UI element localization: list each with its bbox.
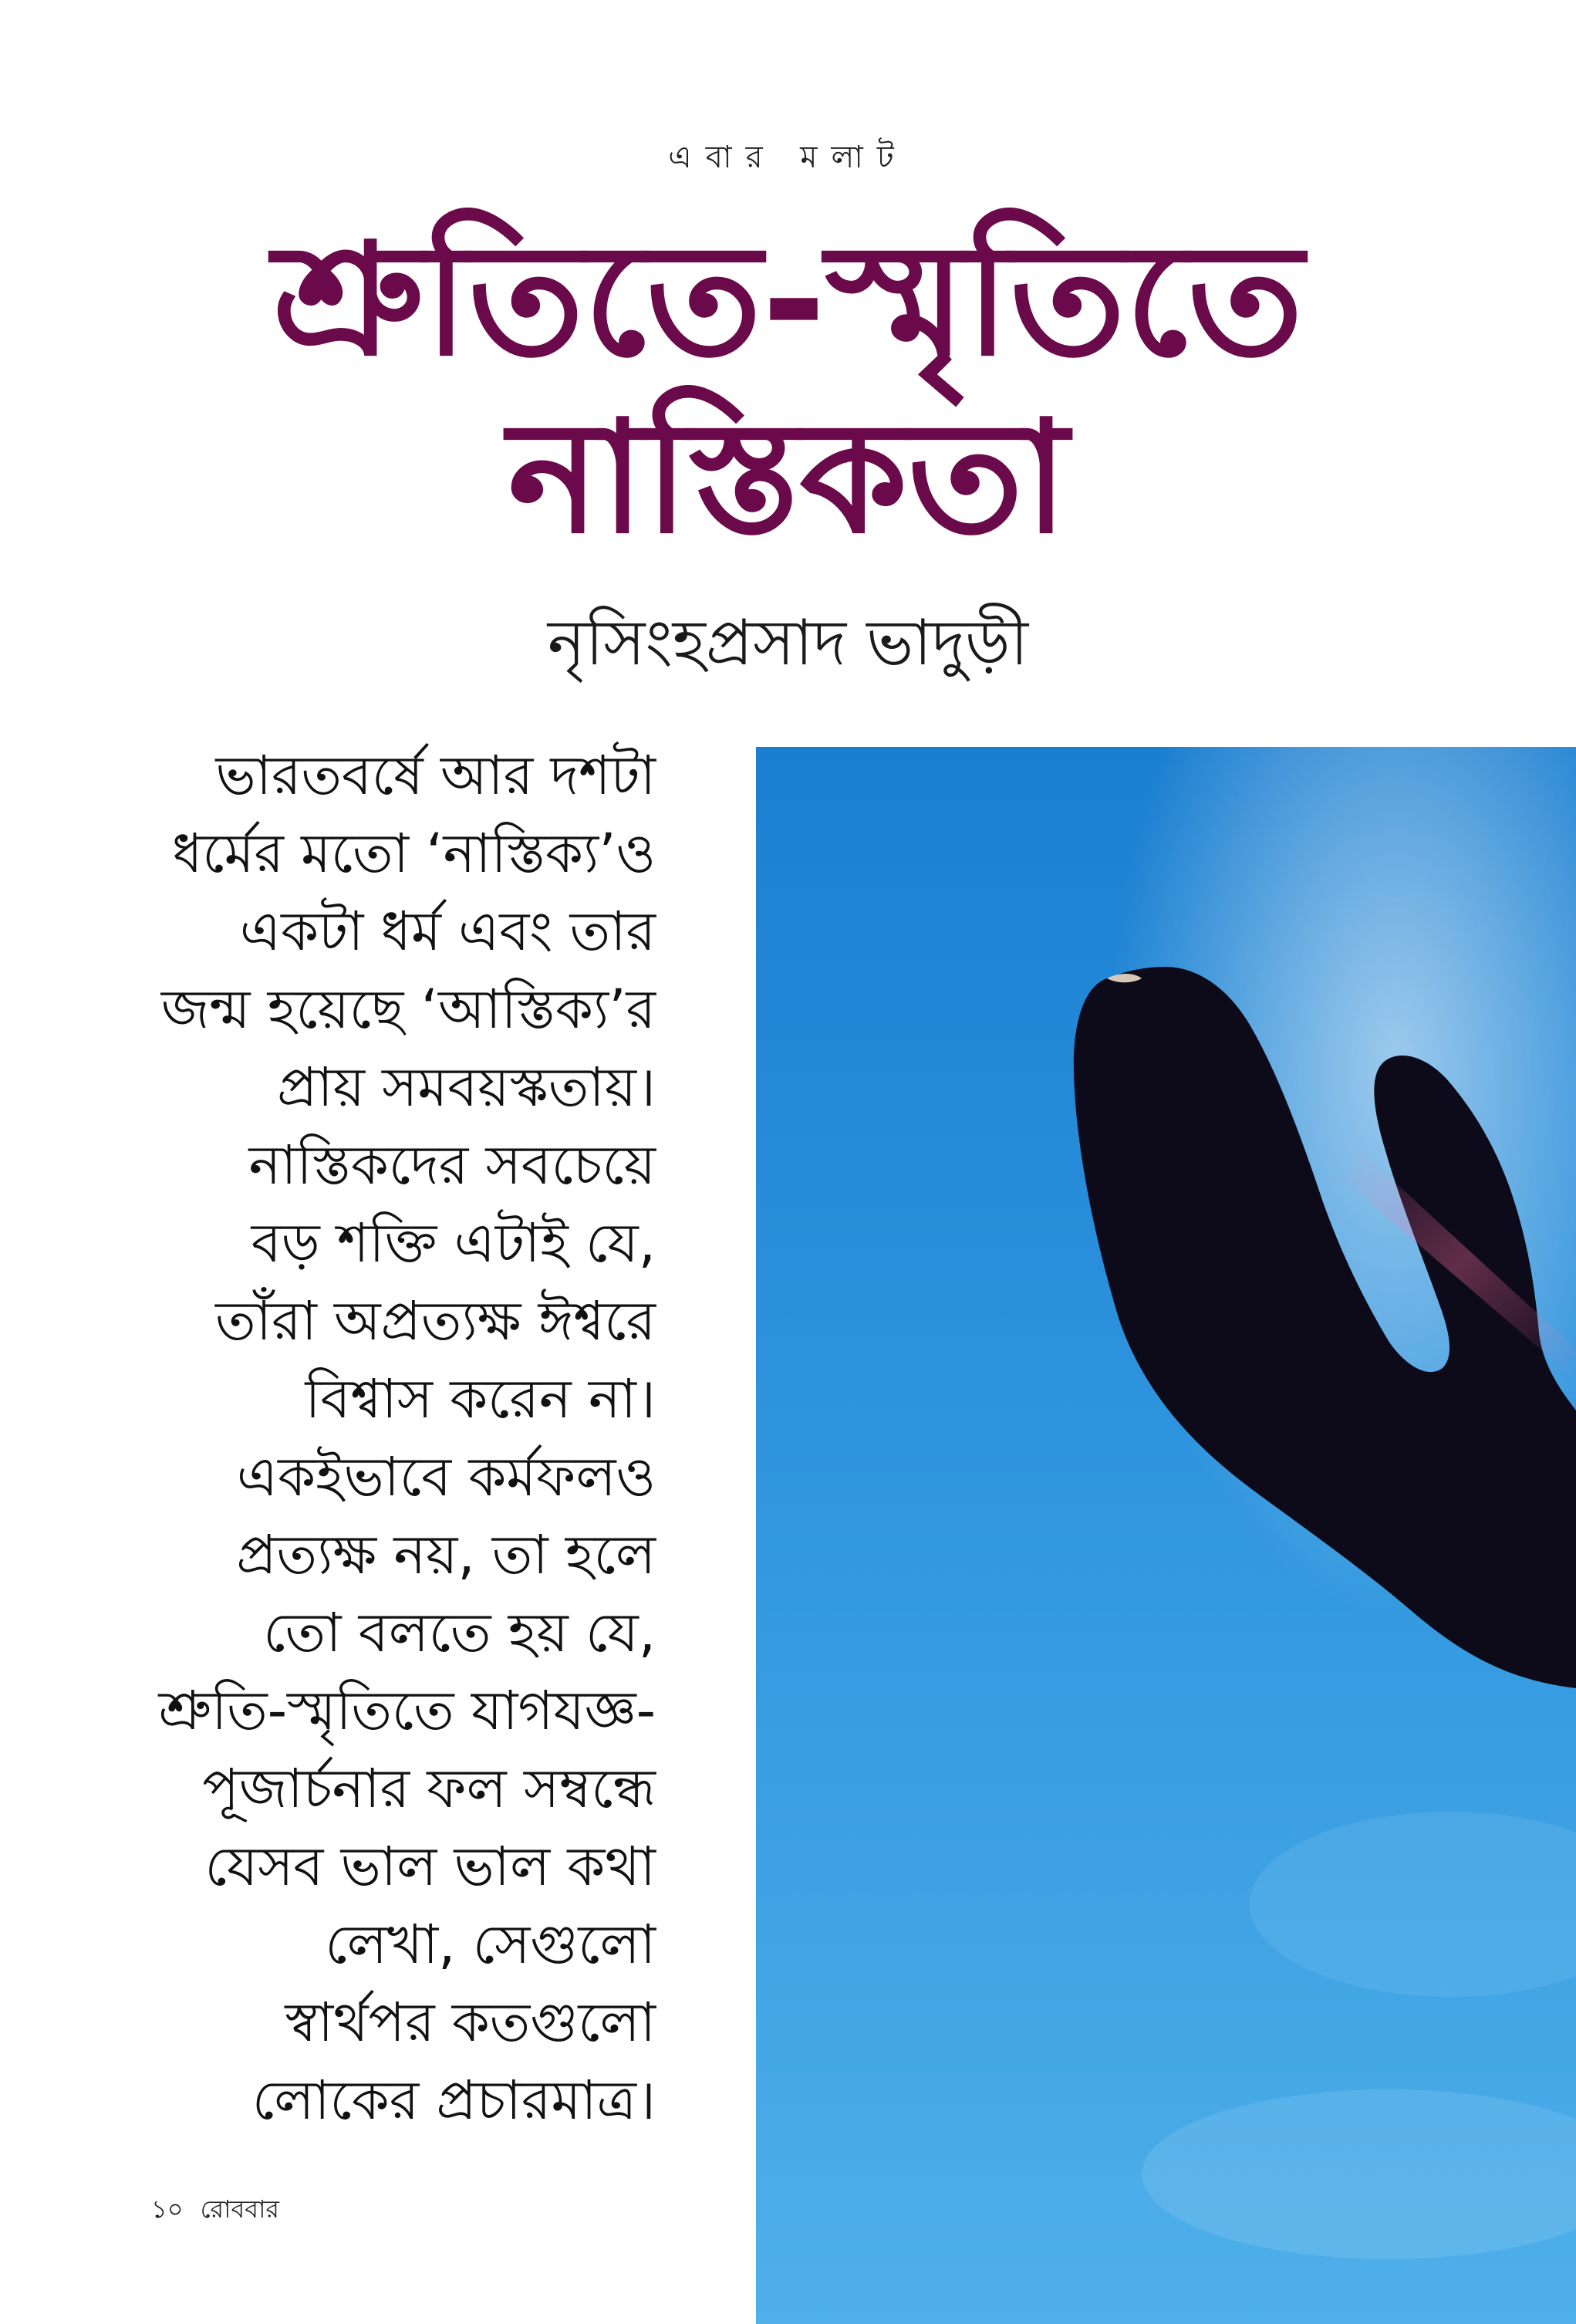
body-line: যেসব ভাল ভাল কথা bbox=[204, 1835, 656, 1898]
body-line: প্রায় সমবয়স্কতায়। bbox=[277, 1056, 656, 1119]
body-line: ভারতবর্ষে আর দশটা bbox=[215, 744, 656, 807]
author-byline: নৃসিংহপ্রসাদ ভাদুড়ী bbox=[547, 606, 1029, 680]
page-title-line-2: নাস্তিকতা bbox=[508, 388, 1068, 568]
body-line: শ্রুতি-স্মৃতিতে যাগযজ্ঞ- bbox=[158, 1679, 656, 1742]
body-line: জন্ম হয়েছে ‘আস্তিক্য’র bbox=[160, 978, 656, 1041]
publication-name: রোববার bbox=[200, 2194, 279, 2224]
body-line: বিশ্বাস করেন না। bbox=[305, 1367, 656, 1431]
hand-sky-photo bbox=[756, 747, 1576, 2324]
body-line: একইভাবে কর্মফলও bbox=[236, 1445, 656, 1508]
body-line: বড় শক্তি এটাই যে, bbox=[251, 1211, 656, 1275]
body-line: তাঁরা অপ্রত্যক্ষ ঈশ্বরে bbox=[215, 1289, 656, 1353]
page-footer bbox=[151, 2190, 279, 2231]
body-line: নাস্তিকদের সবচেয়ে bbox=[248, 1133, 656, 1197]
body-line: তো বলতে হয় যে, bbox=[263, 1601, 656, 1664]
body-line: লেখা, সেগুলো bbox=[325, 1913, 656, 1976]
body-line: প্রত্যক্ষ নয়, তা হলে bbox=[236, 1523, 656, 1586]
page-number: ১০ bbox=[151, 2194, 184, 2224]
hand-silhouette-illustration bbox=[756, 747, 1576, 2324]
body-line: লোকের প্রচারমাত্র। bbox=[251, 2069, 656, 2132]
body-line: ধর্মের মতো ‘নাস্তিক্য’ও bbox=[172, 822, 656, 885]
page-title-line-1: শ্রুতিতে-স্মৃতিতে bbox=[272, 211, 1304, 390]
body-line: একটা ধর্ম এবং তার bbox=[239, 900, 656, 963]
article-body bbox=[116, 737, 656, 2140]
body-line: স্বার্থপর কতগুলো bbox=[285, 1991, 656, 2054]
body-line: পূজার্চনার ফল সম্বন্ধে bbox=[202, 1757, 656, 1820]
section-label: এবার মলাট bbox=[668, 140, 908, 175]
